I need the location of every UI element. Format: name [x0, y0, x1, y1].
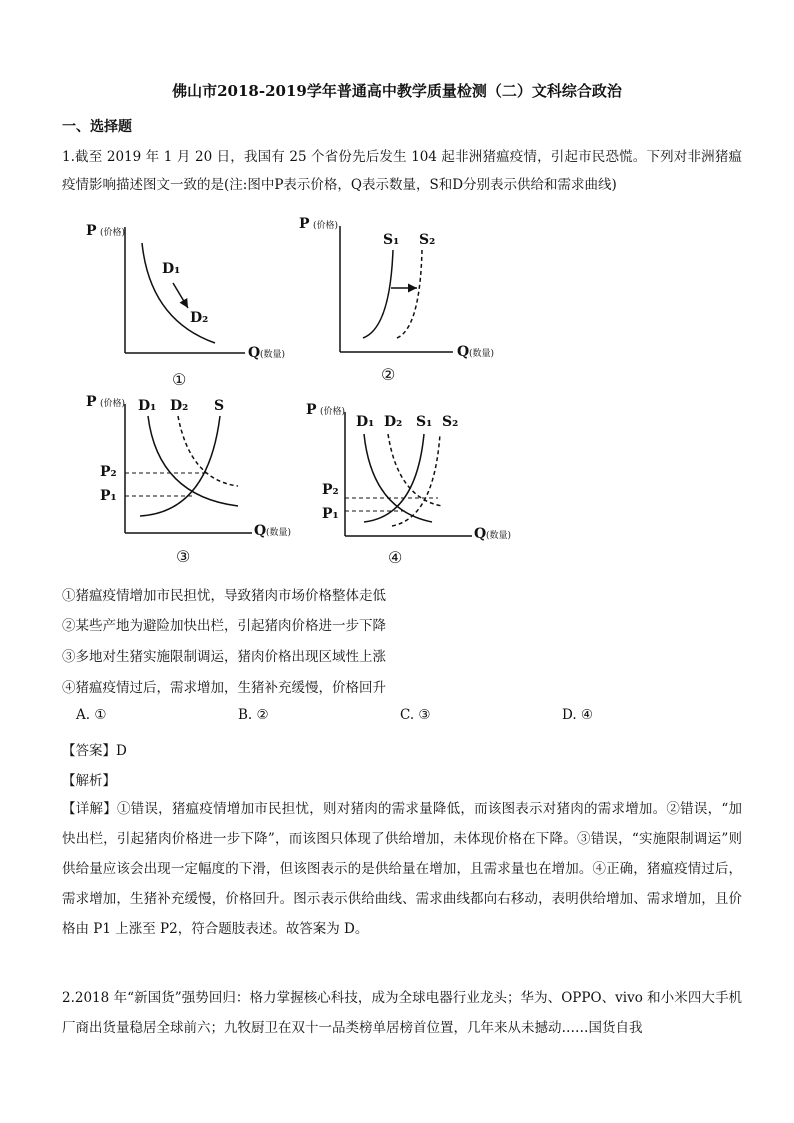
s2-label: S₂: [419, 232, 436, 248]
axis-p-label: P: [86, 394, 97, 410]
demand-curve-d1: [148, 416, 238, 506]
graph-1-number: ①: [172, 370, 187, 389]
axis-p-unit: (价格): [313, 221, 339, 231]
d1-label: D₁: [356, 414, 375, 430]
graph-2-number: ②: [381, 365, 396, 384]
axis-p-label: P: [306, 402, 317, 418]
d1-label: D₁: [162, 261, 181, 277]
axis-p-unit: (价格): [320, 407, 346, 417]
demand-curve-d2: [178, 416, 238, 486]
graph-1: [80, 215, 310, 390]
supply-curve-s1: [364, 434, 424, 522]
axis-q-label: Q: [248, 345, 261, 361]
graph-4-number: ④: [388, 548, 403, 567]
p2-label: P₂: [322, 482, 339, 498]
supply-curve: [140, 416, 220, 516]
axis-p-unit: (价格): [100, 399, 126, 409]
s-label: S: [214, 398, 225, 414]
question-1-stem: 1.截至 2019 年 1 月 20 日，我国有 25 个省份先后发生 104 起非洲猪瘟疫情，引起市民恐慌。下列对非洲猪瘟疫情影响描述图文一致的是(注:图中P表示价格，Q表示数量，S和D分别表示供给和需求曲线): [62, 149, 742, 193]
answer: 【答案】D: [62, 743, 127, 759]
axis-q-label: Q: [474, 526, 487, 542]
axis-q-unit: (数量): [260, 350, 286, 360]
graph-3: [80, 388, 330, 568]
p2-label: P₂: [100, 464, 117, 480]
p1-label: P₁: [322, 506, 339, 522]
option-b: B. ②: [238, 707, 269, 723]
section-heading: 一、选择题: [62, 119, 132, 135]
axis-p-label: P: [299, 216, 310, 232]
d2-label: D₂: [170, 398, 189, 414]
statement-3: ③多地对生猪实施限制调运，猪肉价格出现区域性上涨: [62, 649, 386, 665]
graph-3-number: ③: [176, 547, 191, 566]
axis-q-unit: (数量): [486, 531, 512, 541]
graph-4: [300, 398, 550, 573]
analysis-detail: 【详解】①错误，猪瘟疫情增加市民担忧，则对猪肉的需求量降低，而该图表示对猪肉的需求增加。②错误，“加快出栏，引起猪肉价格进一步下降”，而该图只体现了供给增加，未体现价格在下降。③错误，“实施限制调运”则供给量应该会出现一定幅度的下滑，但该图表示的是供给量在增加，且需求量也在增加。④正确，猪瘟疫情过后，需求增加，生猪补充缓慢，价格回升。图示表示供给曲线、需求曲线都向右移动，表明供给增加、需求增加，且价格由 P1 上涨至 P2，符合题肢表述。故答案为 D。: [62, 801, 742, 937]
s1-label: S₁: [416, 414, 433, 430]
s2-label: S₂: [442, 414, 459, 430]
axis-q-unit: (数量): [266, 528, 292, 538]
demand-curve-d2: [388, 434, 442, 506]
supply-curve-s2: [397, 250, 422, 338]
analysis-heading: 【解析】: [62, 773, 116, 789]
d2-label: D₂: [190, 310, 209, 326]
d1-label: D₁: [138, 398, 157, 414]
supply-curve-s2: [392, 434, 440, 526]
question-2-stem: 2.2018 年“新国货”强势回归：格力掌握核心科技，成为全球电器行业龙头；华为、OPPO、vivo 和小米四大手机厂商出货量稳居全球前六；九牧厨卫在双十一品类榜单居榜首位置，几年来从未撼动……国货自我: [62, 990, 742, 1036]
graph-2: [295, 210, 525, 385]
axis-p-unit: (价格): [100, 228, 126, 238]
p1-label: P₁: [100, 488, 117, 504]
page-title: 佛山市2018-2019学年普通高中教学质量检测（二）文科综合政治: [172, 82, 622, 100]
axis-q-label: Q: [254, 523, 267, 539]
option-a: A. ①: [76, 707, 107, 723]
statement-1: ①猪瘟疫情增加市民担忧，导致猪肉市场价格整体走低: [62, 588, 386, 604]
option-c: C. ③: [400, 707, 431, 723]
axis-p-label: P: [86, 223, 97, 239]
shift-arrow: [173, 283, 188, 308]
axis-q-label: Q: [457, 344, 470, 360]
s1-label: S₁: [383, 232, 400, 248]
d2-label: D₂: [384, 414, 403, 430]
supply-curve-s1: [363, 250, 393, 338]
statement-4: ④猪瘟疫情过后，需求增加，生猪补充缓慢，价格回升: [62, 680, 386, 696]
axis-q-unit: (数量): [469, 349, 495, 359]
option-d: D. ④: [562, 707, 594, 723]
statement-2: ②某些产地为避险加快出栏，引起猪肉价格进一步下降: [62, 618, 386, 634]
